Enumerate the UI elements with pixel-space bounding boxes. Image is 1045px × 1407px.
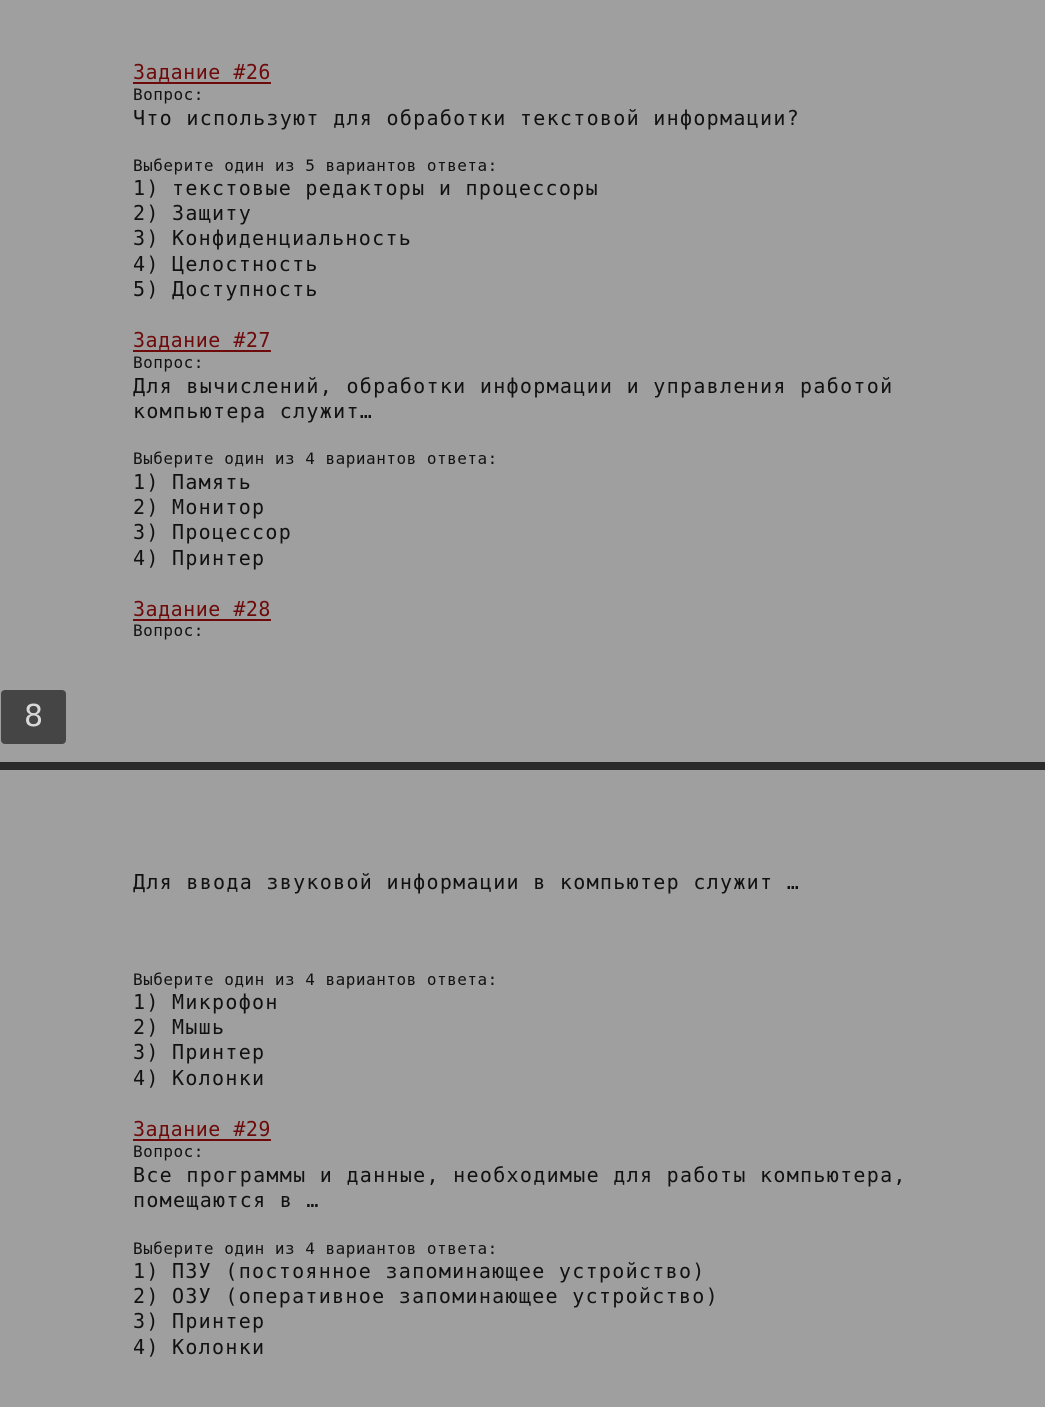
option-item: [133, 1015, 279, 1040]
option-text: Колонки: [172, 1065, 266, 1090]
answer-prompt-26: Выберите один из 5 вариантов ответа:: [133, 156, 498, 175]
option-text: Мышь: [172, 1015, 226, 1040]
task-title-28: Задание #28: [133, 597, 271, 621]
option-text: Процессор: [172, 520, 293, 545]
option-item: [133, 495, 292, 520]
question-text-26: Что используют для обработки текстовой информации?: [133, 106, 801, 130]
option-text: Колонки: [172, 1334, 266, 1359]
option-number: 3): [133, 226, 160, 251]
document-page-bottom: [0, 770, 1045, 1407]
options-list-26: [133, 176, 599, 302]
option-text: Защиту: [172, 201, 253, 226]
answer-prompt-29: Выберите один из 4 вариантов ответа:: [133, 1239, 498, 1258]
option-item: [133, 470, 292, 495]
option-number: 3): [133, 520, 160, 545]
option-text: Конфиденциальность: [172, 226, 413, 251]
option-number: 2): [133, 201, 160, 226]
option-number: 3): [133, 1040, 160, 1065]
task-title-26: Задание #26: [133, 60, 271, 84]
option-item: [133, 1259, 719, 1284]
option-text: Память: [172, 470, 253, 494]
option-text: текстовые редакторы и процессоры: [172, 176, 599, 200]
option-number: 1): [133, 176, 160, 200]
option-text: Принтер: [172, 1309, 266, 1334]
option-number: 4): [133, 1334, 160, 1359]
option-item: [133, 1066, 279, 1091]
option-number: 5): [133, 276, 160, 301]
page-divider: [0, 762, 1045, 770]
question-text-29-line1: Все программы и данные, необходимые для работы компьютера,: [133, 1163, 907, 1187]
task-title-27: Задание #27: [133, 328, 271, 352]
option-number: 2): [133, 1284, 160, 1309]
option-item: [133, 990, 279, 1015]
options-list-27: [133, 470, 292, 571]
option-text: Принтер: [172, 545, 266, 570]
options-list-29: [133, 1259, 719, 1360]
option-text: Доступность: [172, 276, 319, 301]
option-number: 3): [133, 1309, 160, 1334]
question-text-27-line1: Для вычислений, обработки информации и управления работой: [133, 374, 894, 398]
option-item: [133, 520, 292, 545]
option-text: ПЗУ (постоянное запоминающее устройство): [172, 1259, 706, 1283]
option-item: [133, 1284, 719, 1309]
option-number: 2): [133, 495, 160, 520]
question-label-27: Вопрос:: [133, 353, 204, 372]
options-list-28: [133, 990, 279, 1091]
option-text: Целостность: [172, 251, 319, 276]
option-text: Монитор: [172, 495, 266, 520]
option-item: [133, 201, 599, 226]
question-label-29: Вопрос:: [133, 1142, 204, 1161]
option-number: 1): [133, 470, 160, 494]
option-text: Микрофон: [172, 990, 279, 1014]
option-number: 4): [133, 545, 160, 570]
question-text-29-line2: помещаются в …: [133, 1188, 320, 1212]
question-label-28: Вопрос:: [133, 621, 204, 640]
option-number: 4): [133, 251, 160, 276]
option-number: 4): [133, 1065, 160, 1090]
option-item: [133, 252, 599, 277]
page-number-badge: 8: [1, 690, 66, 744]
answer-prompt-28: Выберите один из 4 вариантов ответа:: [133, 970, 498, 989]
option-item: [133, 1309, 719, 1334]
option-text: ОЗУ (оперативное запоминающее устройство): [172, 1284, 719, 1309]
option-number: 2): [133, 1015, 160, 1040]
option-item: [133, 176, 599, 201]
option-text: Принтер: [172, 1040, 266, 1065]
option-number: 1): [133, 990, 160, 1014]
question-label-26: Вопрос:: [133, 85, 204, 104]
option-item: [133, 277, 599, 302]
answer-prompt-27: Выберите один из 4 вариантов ответа:: [133, 449, 498, 468]
option-item: [133, 1335, 719, 1360]
question-text-27-line2: компьютера служит…: [133, 399, 374, 423]
option-item: [133, 226, 599, 251]
option-number: 1): [133, 1259, 160, 1283]
task-title-29: Задание #29: [133, 1117, 271, 1141]
option-item: [133, 1040, 279, 1065]
option-item: [133, 546, 292, 571]
question-text-28: Для ввода звуковой информации в компьютер служит …: [133, 870, 801, 894]
